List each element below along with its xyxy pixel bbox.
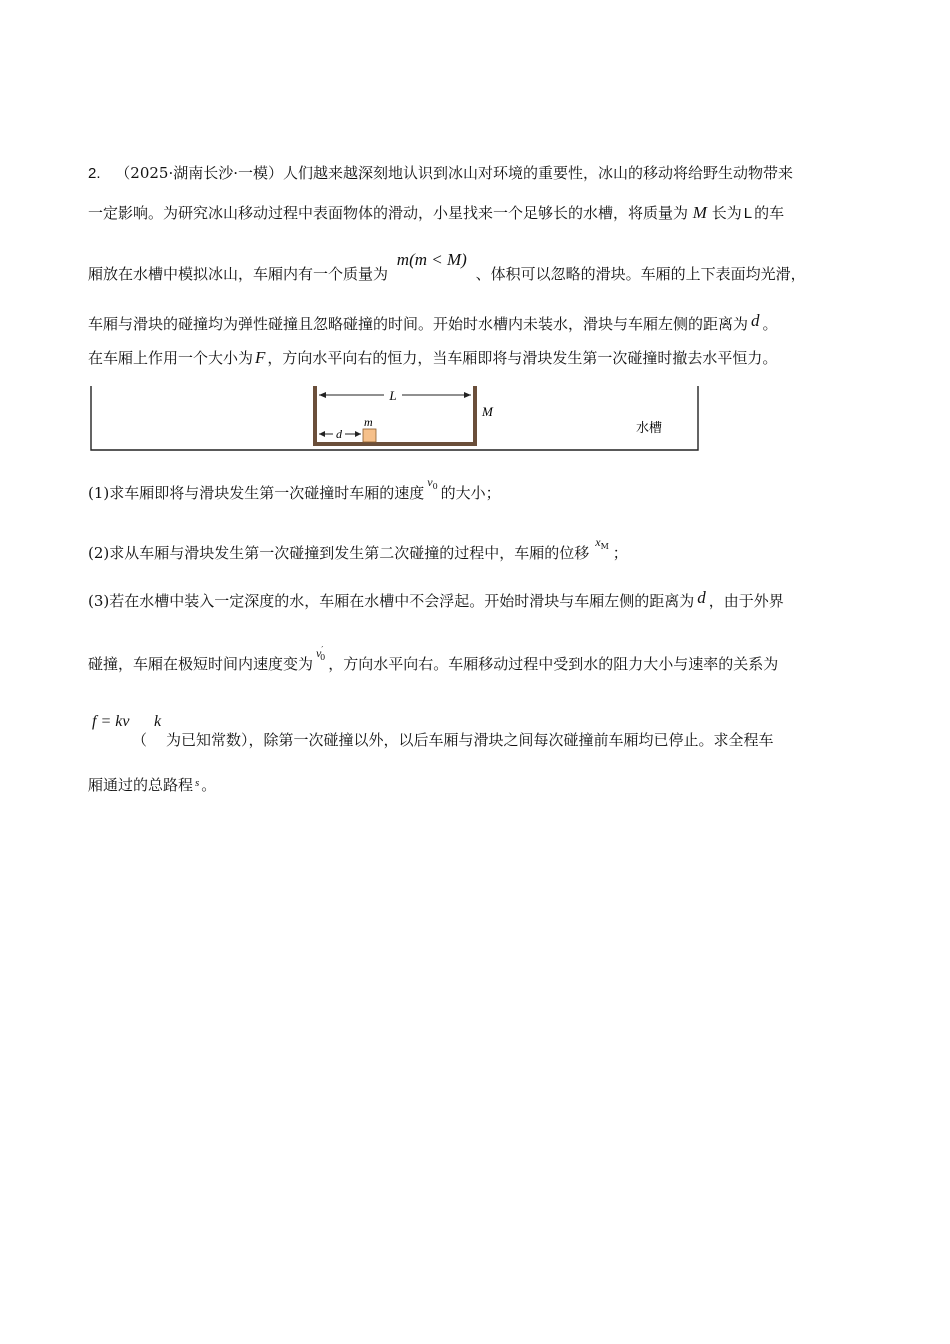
symbol-v: v bbox=[427, 475, 433, 489]
arrow-head-left bbox=[319, 392, 326, 398]
problem-number: 2. bbox=[88, 165, 101, 182]
symbol-v: v bbox=[316, 646, 322, 660]
label-d: d bbox=[336, 427, 342, 441]
question-text: 为已知常数），除第一次碰撞以外，以后车厢与滑块之间每次碰撞前车厢均已停止。求全程车 bbox=[166, 731, 774, 749]
prime-mark: ′ bbox=[321, 645, 324, 654]
question-3-line-1 bbox=[88, 588, 784, 611]
label-L: L bbox=[389, 388, 397, 403]
math-symbol: M bbox=[692, 203, 707, 222]
apparatus-figure bbox=[88, 380, 703, 455]
math-symbol: s bbox=[195, 777, 200, 789]
question-text: 碰撞，车厢在极短时间内速度变为 bbox=[88, 655, 314, 673]
question-text: ，由于外界 bbox=[708, 592, 784, 610]
velocity-symbol bbox=[427, 472, 437, 490]
problem-text: 的车 bbox=[754, 204, 785, 222]
problem-text: 车厢与滑块的碰撞均为弹性碰撞且忽略碰撞的时间。开始时水槽内未装水，滑块与车厢左侧的距离为 bbox=[88, 315, 749, 333]
paren: （ bbox=[132, 731, 148, 749]
math-symbol: k bbox=[154, 713, 162, 730]
question-3-line-2 bbox=[88, 645, 779, 677]
problem-text: 、体积可以忽略的滑块。车厢的上下表面均光滑， bbox=[475, 265, 806, 283]
problem-line-5 bbox=[88, 348, 777, 368]
subscript: 0 bbox=[432, 482, 438, 491]
velocity-prime-symbol bbox=[316, 643, 325, 661]
problem-text: 长为 bbox=[711, 204, 742, 222]
carriage-left-wall bbox=[313, 386, 317, 446]
question-text: 的大小； bbox=[440, 484, 501, 502]
problem-text: 在车厢上作用一个大小为 bbox=[88, 349, 254, 367]
arrow-head-left bbox=[319, 431, 325, 437]
problem-text: 人们越来越深刻地认识到冰山对环境的重要性，冰山的移动将给野生动物带来 bbox=[283, 164, 794, 182]
carriage-floor bbox=[313, 442, 477, 446]
question-text: (2)求从车厢与滑块发生第一次碰撞到发生第二次碰撞的过程中，车厢的位移 bbox=[88, 544, 590, 562]
question-text: (1)求车厢即将与滑块发生第一次碰撞时车厢的速度 bbox=[88, 484, 425, 502]
label-tank: 水槽 bbox=[636, 421, 663, 436]
problem-line-3 bbox=[88, 250, 806, 284]
problem-line-4 bbox=[88, 311, 778, 334]
question-text: 厢通过的总路程 bbox=[88, 776, 194, 794]
question-3-line-4 bbox=[88, 775, 216, 797]
question-text: ； bbox=[612, 544, 628, 562]
arrow-head-right bbox=[355, 431, 361, 437]
subscript: M bbox=[600, 542, 609, 551]
problem-source: （2025·湖南长沙·一模） bbox=[115, 164, 284, 182]
slider-block bbox=[363, 429, 376, 442]
math-symbol: L bbox=[743, 205, 753, 222]
math-expression: m(m < M) bbox=[396, 250, 467, 269]
label-m: m bbox=[364, 415, 373, 429]
arrow-head-right bbox=[464, 392, 471, 398]
question-1 bbox=[88, 475, 501, 506]
problem-line-2 bbox=[88, 203, 784, 224]
problem-text: 一定影响。为研究冰山移动过程中表面物体的滑动，小星找来一个足够长的水槽，将质量为 bbox=[88, 204, 689, 222]
subscript: 0 bbox=[320, 653, 326, 662]
math-symbol: d bbox=[697, 588, 706, 607]
question-text: (3)若在水槽中装入一定深度的水，车厢在水槽中不会浮起。开始时滑块与车厢左侧的距离为 bbox=[88, 592, 695, 610]
math-symbol: F bbox=[255, 348, 266, 367]
math-symbol: d bbox=[751, 311, 760, 330]
problem-text: 厢放在水槽中模拟冰山，车厢内有一个质量为 bbox=[88, 265, 389, 283]
label-M: M bbox=[482, 404, 493, 419]
problem-text: ，方向水平向右的恒力，当车厢即将与滑块发生第一次碰撞时撤去水平恒力。 bbox=[267, 349, 778, 367]
formula: f = kv bbox=[92, 713, 130, 730]
problem-text: 。 bbox=[762, 315, 778, 333]
question-text: 。 bbox=[201, 776, 217, 794]
problem-line-1 bbox=[88, 163, 793, 184]
carriage-right-wall bbox=[473, 386, 477, 446]
question-text: ，方向水平向右。车厢移动过程中受到水的阻力大小与速率的关系为 bbox=[328, 655, 779, 673]
displacement-symbol bbox=[595, 532, 609, 550]
question-2 bbox=[88, 535, 628, 566]
symbol-x: x bbox=[595, 535, 601, 549]
